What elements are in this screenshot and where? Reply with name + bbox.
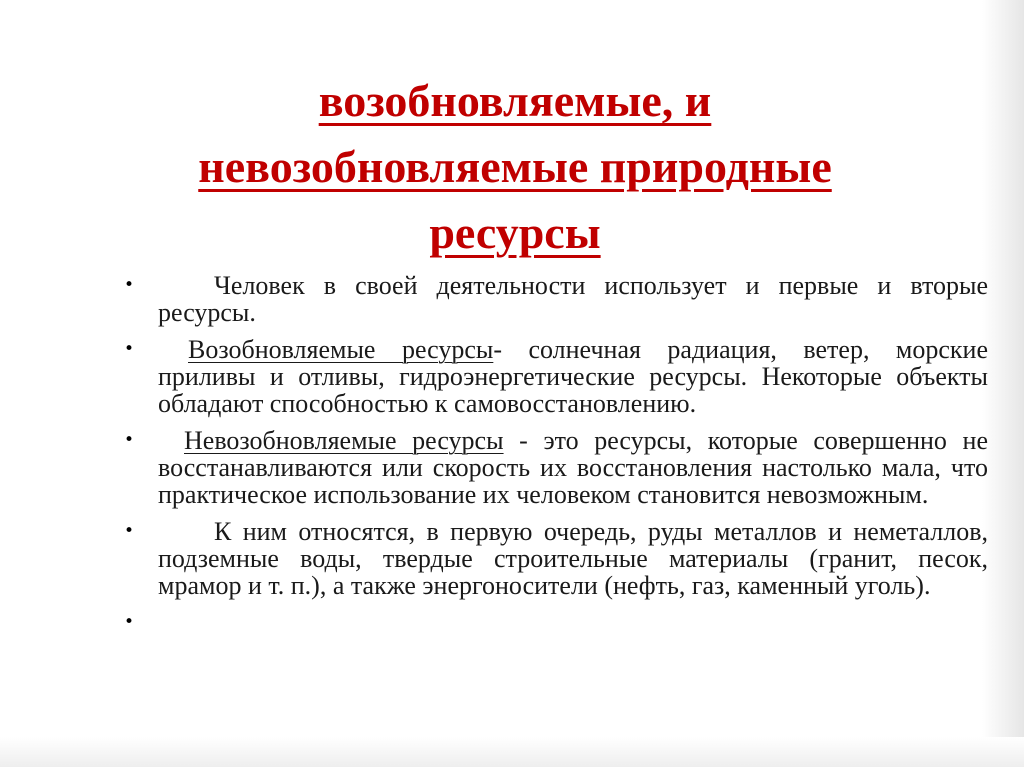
bullet-item-nonrenewable	[118, 427, 988, 508]
bullet-text: - это ресурсы, которые совершенно не восстанавливаются или скорость их восстановления настолько мала, что практическое использование их человеком становится невозможным.	[158, 426, 988, 509]
title-line-3: ресурсы	[429, 207, 601, 258]
bullet-item-renewable	[118, 336, 988, 417]
bullet-dot-icon: •	[124, 612, 135, 632]
title-line-1: возобновляемые, и	[318, 75, 712, 126]
bullet-text: - солнечная радиация, ветер, морские приливы и отливы, гидроэнергетические ресурсы. Некоторые объекты обладают способностью к самовосстановлению.	[158, 335, 988, 418]
title-line-2: невозобновляемые природные	[198, 141, 832, 192]
bullet-list	[118, 272, 988, 646]
bullet-item-examples	[118, 518, 988, 599]
bullet-dot-icon: •	[124, 521, 135, 541]
bullet-text: Человек в своей деятельности использует и первые и вторые ресурсы.	[158, 271, 988, 327]
bullet-item-empty	[118, 609, 988, 636]
term-renewable: Возобновляемые ресурсы	[188, 335, 494, 364]
bottom-edge-shading	[0, 737, 1024, 767]
slide-title	[90, 68, 940, 266]
term-nonrenewable: Невозобновляемые ресурсы	[184, 426, 504, 455]
bullet-dot-icon: •	[124, 275, 135, 295]
right-edge-shading	[982, 0, 1024, 767]
bullet-item-human-use	[118, 272, 988, 326]
bullet-dot-icon: •	[124, 430, 135, 450]
bullet-text: К ним относятся, в первую очередь, руды металлов и неметаллов, подземные воды, твердые строительные материалы (гранит, песок, мрамор и т. п.), а также энергоносители (нефть, газ, каменный уголь).	[158, 517, 988, 600]
bullet-dot-icon: •	[124, 339, 135, 359]
